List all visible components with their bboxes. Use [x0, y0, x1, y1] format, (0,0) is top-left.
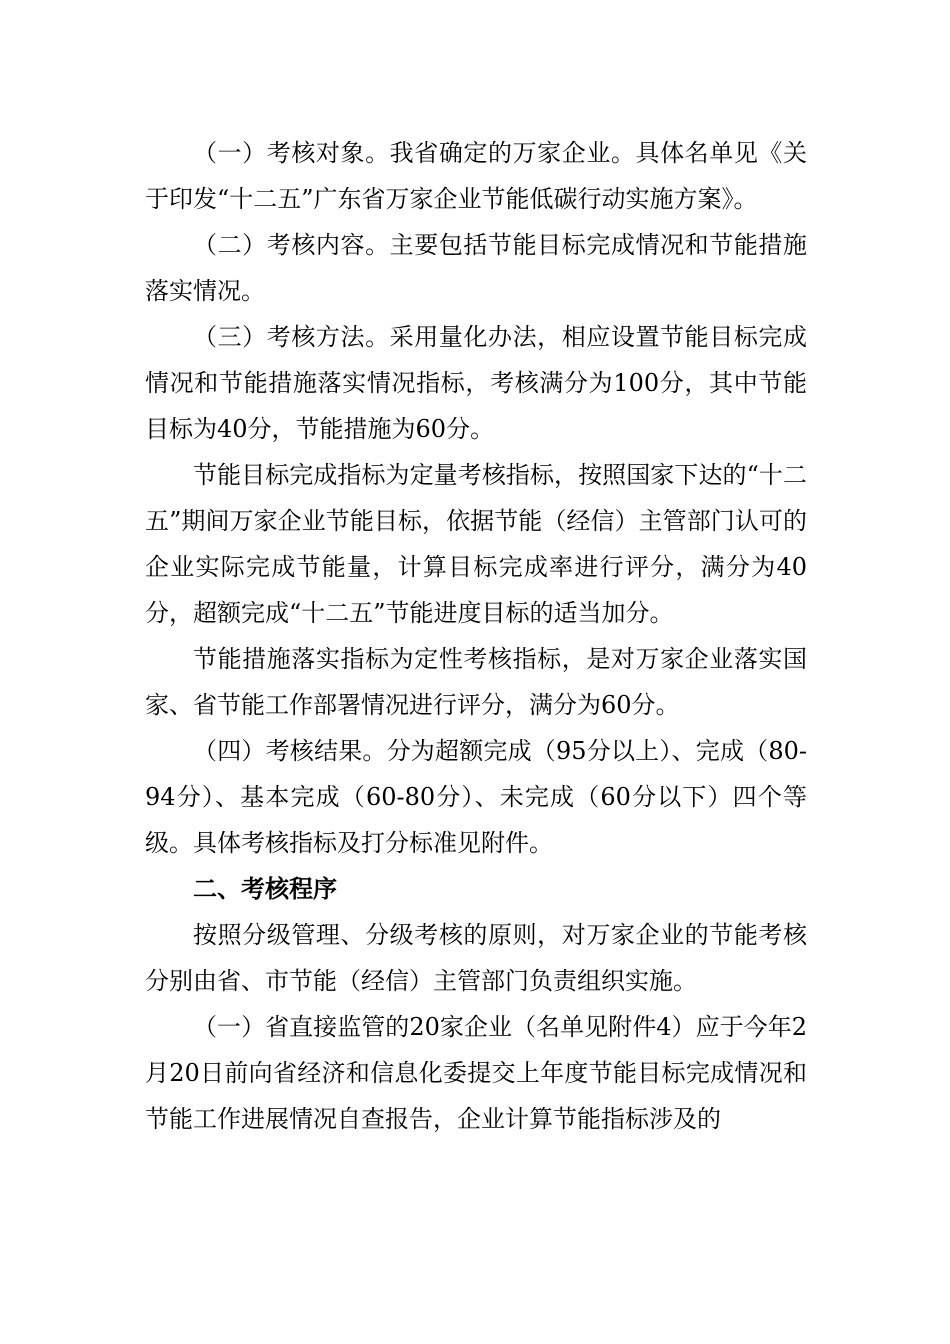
paragraph-assessment-content: （二）考核内容。主要包括节能目标完成情况和节能措施落实情况。 [145, 231, 807, 305]
paragraph-assessment-result: （四）考核结果。分为超额完成（95分以上）、完成（80-94分）、基本完成（60-80分）、未完成（60分以下）四个等级。具体考核指标及打分标准见附件。 [145, 737, 807, 857]
section-heading: 二、考核程序 [193, 875, 337, 903]
paragraph-energy-measure-indicator: 节能措施落实指标为定性考核指标，是对万家企业落实国家、省节能工作部署情况进行评分，满分为60分。 [145, 645, 807, 719]
paragraph-assessment-principle: 按照分级管理、分级考核的原则，对万家企业的节能考核分别由省、市节能（经信）主管部门负责组织实施。 [145, 921, 807, 995]
paragraph-energy-target-indicator: 节能目标完成指标为定量考核指标，按照国家下达的“十二五”期间万家企业节能目标，依据节能（经信）主管部门认可的企业实际完成节能量，计算目标完成率进行评分，满分为40分，超额完成“十二五”节能进度目标的适当加分。 [145, 461, 807, 627]
document-body [145, 130, 807, 1142]
paragraph-assessment-target: （一）考核对象。我省确定的万家企业。具体名单见《关于印发“十二五”广东省万家企业节能低碳行动实施方案》。 [145, 139, 807, 213]
paragraph-assessment-method: （三）考核方法。采用量化办法，相应设置节能目标完成情况和节能措施落实情况指标，考核满分为100分，其中节能目标为40分，节能措施为60分。 [145, 323, 807, 443]
paragraph-provincial-enterprises: （一）省直接监管的20家企业（名单见附件4）应于今年2月20日前向省经济和信息化委提交上年度节能目标完成情况和节能工作进展情况自查报告，企业计算节能指标涉及的 [145, 1013, 807, 1133]
